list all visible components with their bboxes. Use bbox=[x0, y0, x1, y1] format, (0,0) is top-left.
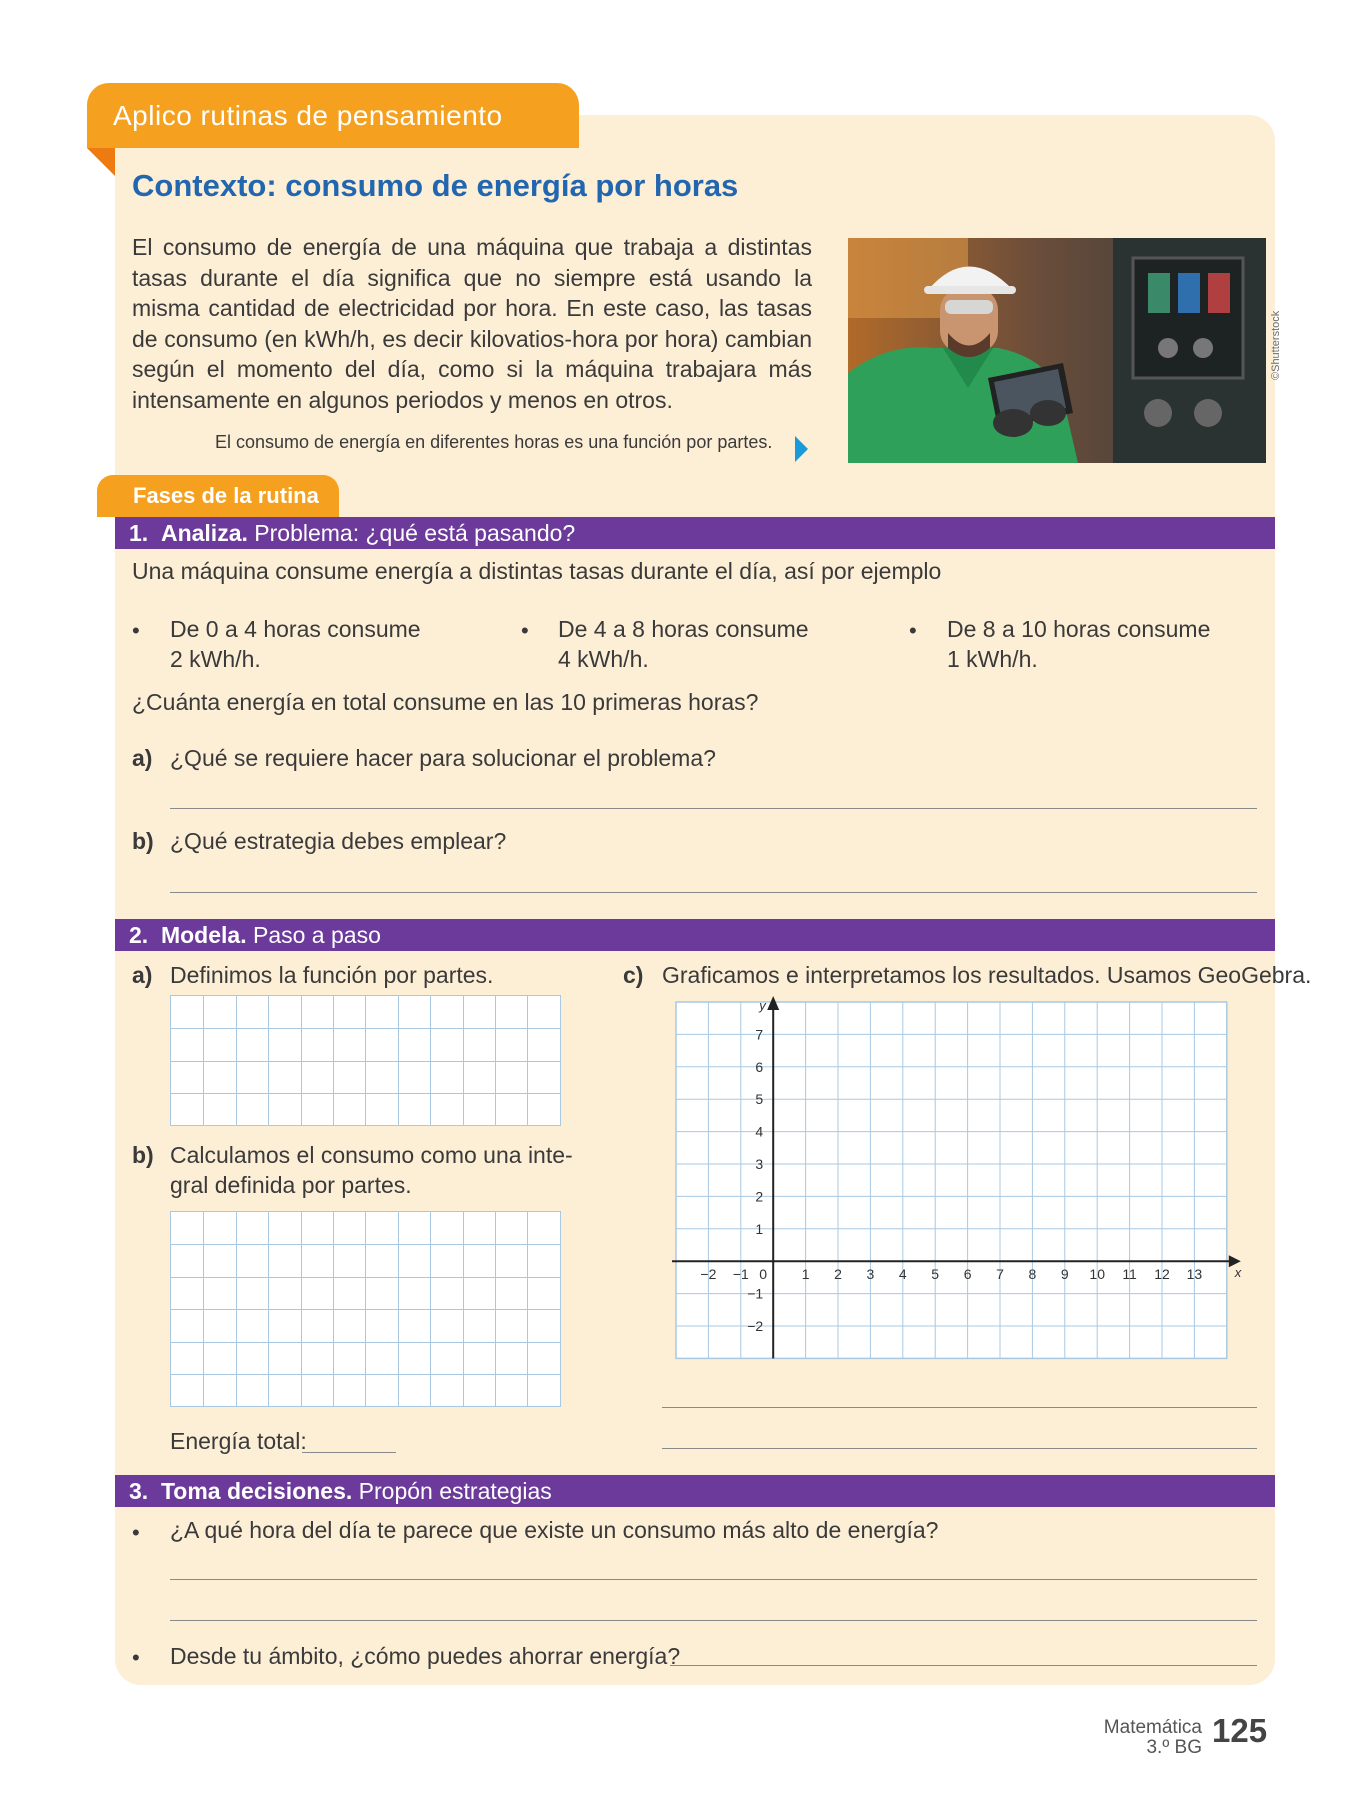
graph-grid bbox=[676, 1002, 1227, 1358]
question-a-text: ¿Qué se requiere hacer para solucionar el problema? bbox=[170, 745, 716, 771]
y-tick-label: 3 bbox=[755, 1156, 764, 1172]
section3-title-bold: Toma decisiones. bbox=[160, 1478, 353, 1504]
x-tick-label: 9 bbox=[1060, 1266, 1069, 1283]
x-tick-label: 5 bbox=[931, 1266, 940, 1283]
footer-subject bbox=[1104, 1718, 1202, 1758]
step-a-label: a) bbox=[132, 962, 153, 988]
section1-intro: Una máquina consume energía a distintas tasas durante el día, así por ejemplo bbox=[132, 558, 942, 584]
answer-line-a[interactable] bbox=[170, 808, 1257, 809]
grid-line bbox=[171, 1244, 560, 1245]
answer-line-d2[interactable] bbox=[170, 1620, 1257, 1621]
answer-line-c1[interactable] bbox=[662, 1407, 1257, 1408]
section2-title-rest: Paso a paso bbox=[246, 922, 381, 948]
bullet-dot: • bbox=[132, 1645, 140, 1670]
x-tick-label: 4 bbox=[898, 1266, 907, 1283]
section1-number: 1. bbox=[129, 520, 149, 546]
x-tick-label: 12 bbox=[1154, 1266, 1170, 1283]
section1-title-bold: Analiza. bbox=[160, 520, 248, 546]
y-tick-label: 7 bbox=[755, 1026, 764, 1043]
grid-line bbox=[171, 1028, 560, 1029]
x-tick-label: 6 bbox=[963, 1266, 972, 1283]
footer-subject-name: Matemática bbox=[1103, 1717, 1202, 1738]
grid-line bbox=[171, 1061, 560, 1062]
footer-grade: 3.º BG bbox=[1146, 1737, 1202, 1758]
question-b-text: ¿Qué estrategia debes emplear? bbox=[170, 828, 507, 854]
section-header-tab: Aplico rutinas de pensamiento bbox=[87, 83, 579, 148]
phases-tab: Fases de la rutina bbox=[97, 475, 339, 517]
energy-total-label: Energía total: bbox=[170, 1428, 307, 1454]
bullet1-line2: 2 kWh/h. bbox=[170, 646, 261, 672]
answer-line-d1[interactable] bbox=[170, 1579, 1257, 1580]
y-axis-label: y bbox=[759, 998, 766, 1013]
bullet3-line1: De 8 a 10 horas consume bbox=[947, 616, 1211, 642]
coordinate-graph[interactable] bbox=[672, 998, 1242, 1368]
photo-credit: ©Shutterstock bbox=[1270, 310, 1282, 380]
step-c-label: c) bbox=[623, 962, 644, 988]
energy-total-blank[interactable] bbox=[302, 1452, 396, 1453]
caption-arrow-icon bbox=[795, 436, 808, 462]
step-a-text: Definimos la función por partes. bbox=[170, 962, 494, 988]
x-tick-label: −2 bbox=[700, 1266, 717, 1283]
grid-line bbox=[171, 1093, 560, 1094]
bullet-dot: • bbox=[909, 618, 917, 643]
section2-number: 2. bbox=[129, 922, 149, 948]
bullet2-line2: 4 kWh/h. bbox=[558, 646, 649, 672]
y-tick-label: 2 bbox=[755, 1188, 764, 1205]
x-tick-label: 3 bbox=[866, 1266, 875, 1283]
grid-line bbox=[171, 1309, 560, 1310]
y-tick-label: 5 bbox=[755, 1091, 764, 1108]
photo-caption: El consumo de energía en diferentes horas es una función por partes. bbox=[215, 432, 773, 452]
page-number: 125 bbox=[1212, 1712, 1268, 1749]
answer-line-b[interactable] bbox=[170, 892, 1257, 893]
work-grid-a[interactable] bbox=[170, 995, 561, 1126]
worker-photo bbox=[848, 238, 1266, 463]
step-b-label: b) bbox=[132, 1142, 154, 1168]
section1-bar bbox=[115, 517, 1275, 549]
section3-bar bbox=[115, 1475, 1275, 1507]
question-a-label: a) bbox=[132, 745, 153, 771]
section1-question: ¿Cuánta energía en total consume en las 10 primeras horas? bbox=[132, 689, 759, 715]
bullet-dot: • bbox=[132, 1520, 140, 1545]
grid-line bbox=[171, 1277, 560, 1278]
grid-line bbox=[171, 1374, 560, 1375]
y-tick-label: 6 bbox=[755, 1058, 764, 1075]
x-tick-label: −1 bbox=[732, 1266, 749, 1283]
answer-line-c2[interactable] bbox=[662, 1448, 1257, 1449]
context-paragraph: El consumo de energía de una máquina que trabaja a distintas tasas durante el día significa que no siempre está usando la misma cantidad de electricidad por hora. En este caso, las tasas de consumo (en kWh/h, es decir kilovatios-hora por hora) cambian según el momento del día, como si la máquina trabajara más intensamente en algunos periodos y menos en otros. bbox=[132, 234, 812, 413]
x-tick-label: 1 bbox=[801, 1266, 810, 1283]
context-title: Contexto: consumo de energía por horas bbox=[132, 168, 739, 203]
bullet3-line2: 1 kWh/h. bbox=[947, 646, 1038, 672]
bullet1-line1: De 0 a 4 horas consume bbox=[170, 616, 421, 642]
bullet-dot: • bbox=[132, 618, 140, 643]
y-tick-label: −2 bbox=[747, 1318, 764, 1334]
x-tick-label: 11 bbox=[1122, 1266, 1137, 1283]
x-tick-label: 10 bbox=[1089, 1266, 1105, 1283]
answer-line-d3[interactable] bbox=[670, 1665, 1257, 1666]
bullet-dot: • bbox=[521, 618, 529, 643]
x-tick-label: 0 bbox=[759, 1266, 768, 1283]
section3-number: 3. bbox=[129, 1478, 149, 1504]
x-tick-label: 7 bbox=[996, 1266, 1004, 1283]
x-tick-label: 8 bbox=[1028, 1266, 1037, 1283]
question-b-label: b) bbox=[132, 828, 154, 854]
y-tick-label: −1 bbox=[747, 1285, 764, 1302]
step-c-text: Graficamos e interpretamos los resultados. Usamos GeoGebra. bbox=[662, 962, 1312, 988]
decision-question-2: Desde tu ámbito, ¿cómo puedes ahorrar energía? bbox=[170, 1643, 681, 1669]
header-fold-decoration bbox=[87, 148, 115, 176]
work-grid-b[interactable] bbox=[170, 1211, 561, 1407]
decision-question-1: ¿A qué hora del día te parece que existe un consumo más alto de energía? bbox=[170, 1517, 939, 1543]
bullet2-line1: De 4 a 8 horas consume bbox=[558, 616, 809, 642]
step-b-line2: gral definida por partes. bbox=[170, 1172, 412, 1198]
section2-bar bbox=[115, 919, 1275, 951]
section1-title-rest: Problema: ¿qué está pasando? bbox=[247, 520, 576, 546]
y-tick-label: 4 bbox=[755, 1123, 764, 1140]
x-axis-label: x bbox=[1234, 1265, 1242, 1281]
section2-title-bold: Modela. bbox=[160, 922, 247, 948]
x-tick-label: 2 bbox=[834, 1266, 842, 1283]
grid-line bbox=[171, 1342, 560, 1343]
step-b-line1: Calculamos el consumo como una inte- bbox=[170, 1142, 573, 1168]
y-tick-label: 1 bbox=[755, 1220, 764, 1237]
x-tick-label: 13 bbox=[1186, 1266, 1203, 1283]
section3-title-rest: Propón estrategias bbox=[352, 1478, 552, 1504]
graph-background bbox=[676, 1002, 1227, 1358]
